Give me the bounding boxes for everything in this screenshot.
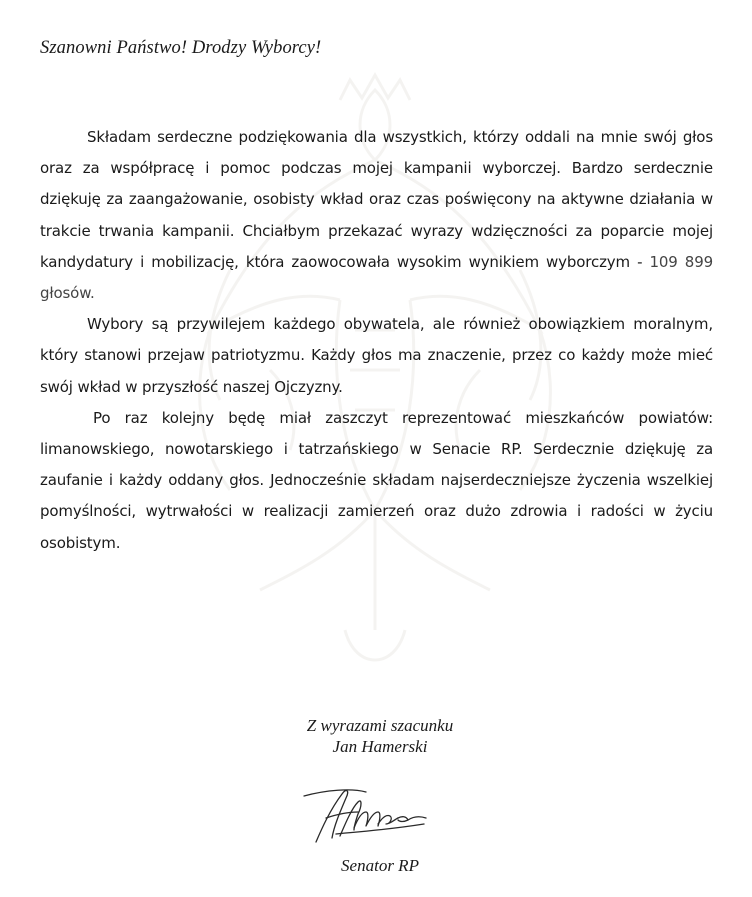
- salutation: Szanowni Państwo! Drodzy Wyborcy!: [40, 38, 322, 58]
- paragraph-elections: Wybory są przywilejem każdego obywatela, ale również obowiązkiem moralnym, który stanowi przejaw patriotyzmu. Każdy głos ma znaczenie, przez co każdy może mieć swój wkład w przyszłość naszej Ojczyzny.: [40, 315, 713, 396]
- closing-line: Z wyrazami szacunku: [306, 716, 454, 735]
- paragraph-thanks: [40, 122, 713, 309]
- handwritten-signature: [296, 778, 446, 848]
- letter-body: [40, 122, 713, 559]
- paragraph-thanks-text: Składam serdeczne podziękowania dla wszystkich, którzy oddali na mnie swój głos oraz za współpracę i pomoc podczas mojej kampanii wyborczej. Bardzo serdecznie dziękuję za zaangażowanie, osobisty wkład oraz czas poświęcony na aktywne działania w trakcie trwania kampanii. Chciałbym przekazać wyrazy wdzięczności za poparcie mojej kandydatury i mobilizację, która zaowocowała wysokim wynikiem wyborczym -: [40, 128, 713, 271]
- signer-title: Senator RP: [341, 856, 419, 875]
- signer-name: Jan Hamerski: [332, 737, 428, 756]
- paragraph-representation: Po raz kolejny będę miał zaszczyt reprezentować mieszkańców powiatów: limanowskiego, nowotarskiego i tatrzańskiego w Senacie RP. Serdecznie dziękuję za zaufanie i każdy oddany głos. Jednocześnie składam najserdeczniejsze życzenia wszelkiej pomyślności, wytrwałości w realizacji zamierzeń oraz dużo zdrowia i radości w życiu osobistym.: [40, 408, 713, 552]
- vote-count: 109 899 głosów.: [40, 252, 713, 303]
